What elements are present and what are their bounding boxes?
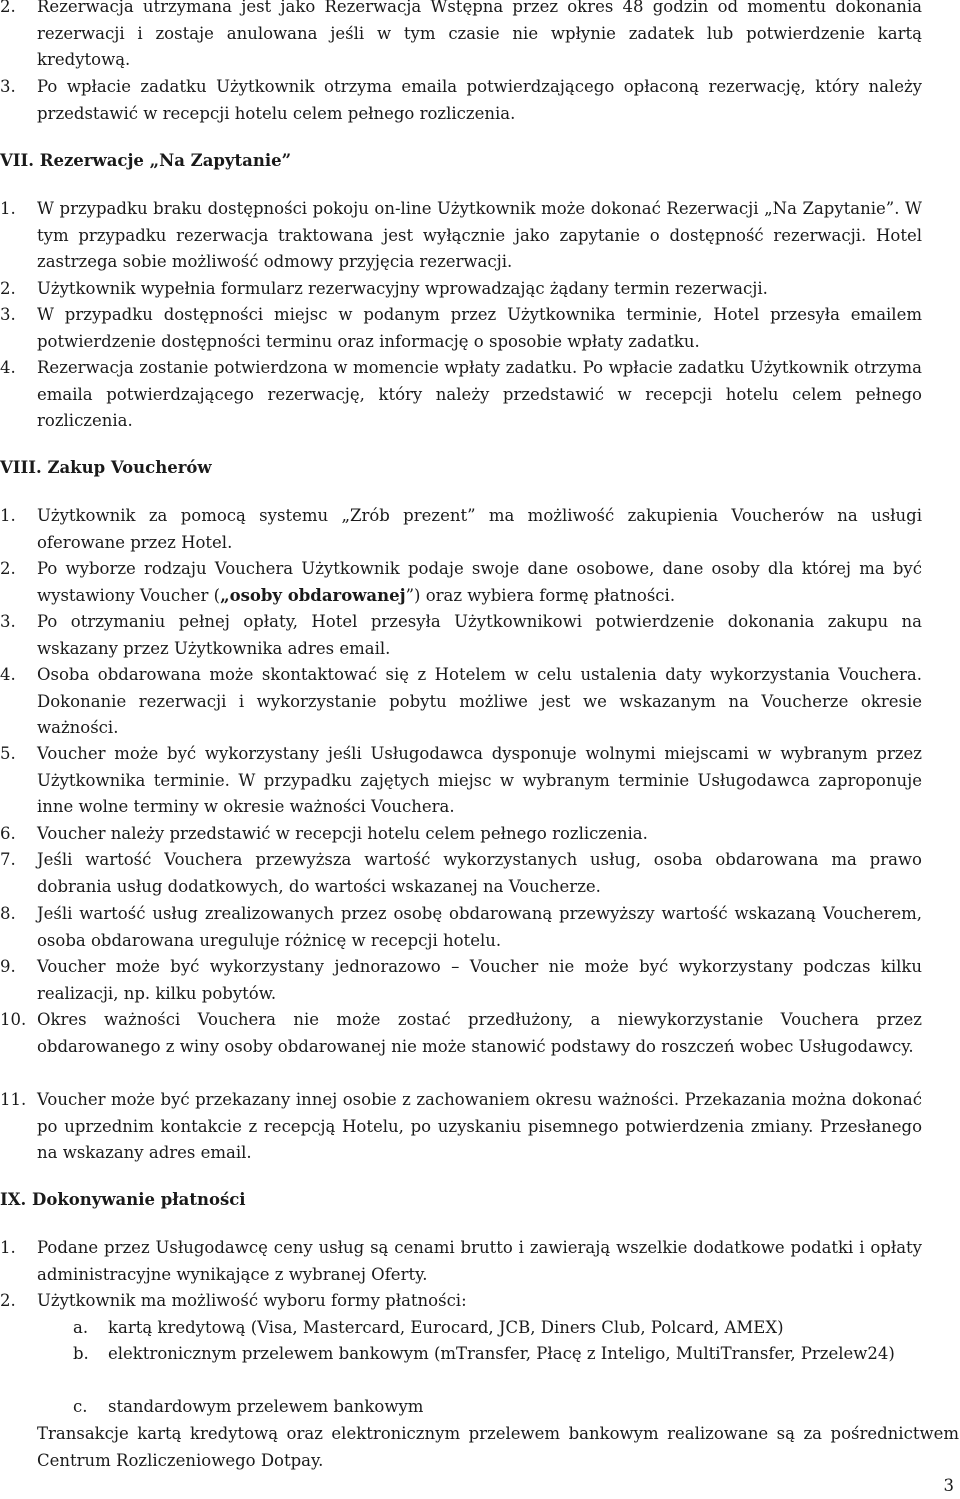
list-item [0,355,922,435]
item-text: W przypadku braku dostępności pokoju on-line Użytkownik może dokonać Rezerwacji „Na Zapytanie”. W tym przypadku rezerwacja traktowana jest wyłącznie jako zapytanie o dostępność rezerwacji. Hotel zastrzega sobie możliwość odmowy przyjęcia rezerwacji. [37,199,922,271]
sub-list-item [73,1394,959,1421]
sub-list-item [73,1315,959,1342]
item-number: 11. [0,1090,27,1109]
item-text: kartą kredytową (Visa, Mastercard, Eurocard, JCB, Diners Club, Polcard, AMEX) [108,1318,784,1337]
item-number: 2. [0,559,16,578]
item-text: Voucher może być przekazany innej osobie z zachowaniem okresu ważności. Przekazania można dokonać po uprzednim kontakcie z recepcją Hotelu, po uzyskaniu pisemnego potwierdzenia zmiany. Przesłanego na wskazany adres email. [37,1090,922,1162]
item-letter: c. [73,1397,88,1416]
item-number: 8. [0,904,16,923]
section-heading-ix: IX. Dokonywanie płatności [0,1190,246,1209]
list-item [0,556,922,609]
item-number: 9. [0,957,16,976]
list-item [0,609,922,662]
list-item [0,1288,922,1315]
item-number: 10. [0,1010,27,1029]
item-number: 4. [0,665,16,684]
item-number: 2. [0,279,16,298]
list-item [0,302,922,355]
item-number: 3. [0,77,16,96]
item-text: Okres ważności Vouchera nie może zostać przedłużony, a niewykorzystanie Vouchera przez obdarowanego z winy osoby obdarowanej nie może stanowić podstawy do roszczeń wobec Usługodawcy. [37,1010,922,1056]
list-item [0,901,922,954]
item-number: 1. [0,1238,16,1257]
list-item [0,0,922,74]
item-text: Podane przez Usługodawcę ceny usług są cenami brutto i zawierają wszelkie dodatkowe podatki i opłaty administracyjne wynikające z wybranej Oferty. [37,1238,922,1284]
item-text-bold: „osoby obdarowanej [220,585,406,605]
item-text: W przypadku dostępności miejsc w podanym przez Użytkownika terminie, Hotel przesyła emailem potwierdzenie dostępności terminu oraz informację o sposobie wpłaty zadatku. [37,305,922,351]
list-item [0,1235,922,1288]
item-number: 4. [0,358,16,377]
item-text-part: Po wyborze rodzaju Vouchera Użytkownik podaje swoje dane osobowe, dane osoby dla której ma być wystawiony Voucher ( [37,559,922,605]
item-text: Osoba obdarowana może skontaktować się z Hotelem w celu ustalenia daty wykorzystania Vouchera. Dokonanie rezerwacji i wykorzystanie pobytu możliwe jest we wskazanym na Voucherze okresie ważności. [37,665,922,737]
list-item [0,276,922,303]
item-number: 3. [0,305,16,324]
list-item [0,662,922,742]
item-number: 1. [0,199,16,218]
list-item [0,196,922,276]
item-number: 3. [0,612,16,631]
item-text: Jeśli wartość usług zrealizowanych przez osobę obdarowaną przewyższy wartość wskazaną Voucherem, osoba obdarowana ureguluje różnicę w recepcji hotelu. [37,904,922,950]
item-text: Użytkownik ma możliwość wyboru formy płatności: [37,1291,467,1310]
item-text: Rezerwacja utrzymana jest jako Rezerwacja Wstępna przez okres 48 godzin od momentu dokonania rezerwacji i zostaje anulowana jeśli w tym czasie nie wpłynie zadatek lub potwierdzenie kartą kredytową. [37,0,922,69]
item-letter: a. [73,1318,89,1337]
item-number: 7. [0,850,16,869]
item-text: Voucher może być wykorzystany jednorazowo – Voucher nie może być wykorzystany podczas kilku realizacji, np. kilku pobytów. [37,957,922,1003]
item-number: 6. [0,824,16,843]
page-number: 3 [943,1476,954,1495]
list-item [0,1007,922,1060]
closing-paragraph: Transakcje kartą kredytową oraz elektronicznym przelewem bankowym realizowane są za pośrednictwem Centrum Rozliczeniowego Dotpay. [37,1424,959,1470]
item-text-part: ”) oraz wybiera formę płatności. [405,585,676,605]
list-item [0,847,922,900]
section-heading-vii: VII. Rezerwacje „Na Zapytanie” [0,151,292,170]
list-item [0,741,922,821]
list-item [0,954,922,1007]
item-text: Rezerwacja zostanie potwierdzona w momencie wpłaty zadatku. Po wpłacie zadatku Użytkownik otrzyma emaila potwierdzającego rezerwację, który należy przedstawić w recepcji hotelu celem pełnego rozliczenia. [37,358,922,430]
item-text: elektronicznym przelewem bankowym (mTransfer, Płacę z Inteligo, MultiTransfer, Przelew24) [108,1344,895,1363]
item-number: 1. [0,506,16,525]
list-item [0,74,922,127]
list-item [0,821,922,848]
section-heading-viii: VIII. Zakup Voucherów [0,458,212,477]
item-number: 2. [0,0,16,16]
item-number: 5. [0,744,16,763]
item-text: Użytkownik wypełnia formularz rezerwacyjny wprowadzając żądany termin rezerwacji. [37,279,768,298]
item-text: Po otrzymaniu pełnej opłaty, Hotel przesyła Użytkownikowi potwierdzenie dokonania zakupu na wskazany przez Użytkownika adres email. [37,612,922,658]
item-number: 2. [0,1291,16,1310]
item-letter: b. [73,1344,89,1363]
list-item [0,503,922,556]
item-text: Voucher należy przedstawić w recepcji hotelu celem pełnego rozliczenia. [37,824,648,843]
item-text [37,556,922,609]
item-text: Voucher może być wykorzystany jeśli Usługodawca dysponuje wolnymi miejscami w wybranym przez Użytkownika terminie. W przypadku zajętych miejsc w wybranym terminie Usługodawca zaproponuje inne wolne terminy w okresie ważności Vouchera. [37,744,922,816]
list-item [0,1087,922,1167]
sub-list-item [73,1341,959,1368]
item-text: Użytkownik za pomocą systemu „Zrób prezent” ma możliwość zakupienia Voucherów na usługi oferowane przez Hotel. [37,506,922,552]
item-text: standardowym przelewem bankowym [108,1397,424,1416]
item-text: Po wpłacie zadatku Użytkownik otrzyma emaila potwierdzającego opłaconą rezerwację, który należy przedstawić w recepcji hotelu celem pełnego rozliczenia. [37,77,922,123]
item-text: Jeśli wartość Vouchera przewyższa wartość wykorzystanych usług, osoba obdarowana ma prawo dobrania usług dodatkowych, do wartości wskazanej na Voucherze. [37,850,922,896]
